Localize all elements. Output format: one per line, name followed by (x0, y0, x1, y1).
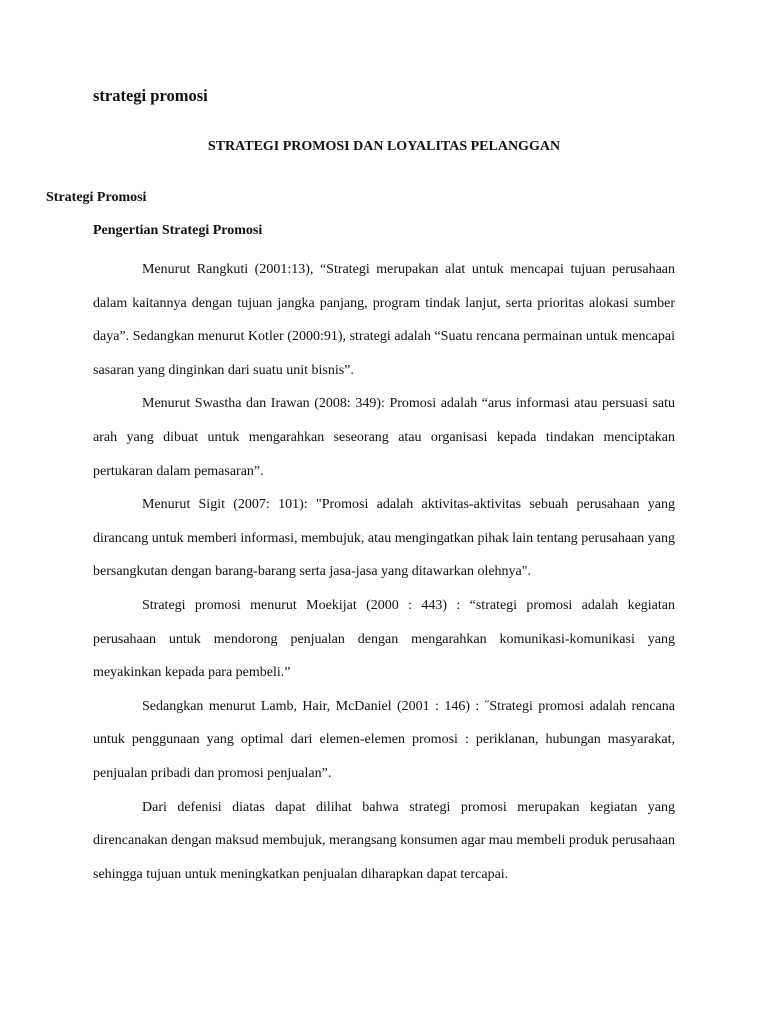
paragraph-conclusion: Dari defenisi diatas dapat dilihat bahwa strategi promosi merupakan kegiatan yang direncanakan dengan maksud membujuk, merangsang konsumen agar mau membeli produk perusahaan sehingga tujuan untuk meningkatkan penjualan diharapkan dapat tercapai. (93, 799, 675, 882)
paragraph-rangkuti-kotler: Menurut Rangkuti (2001:13), “Strategi merupakan alat untuk mencapai tujuan perusahaan dalam kaitannya dengan tujuan jangka panjang, program tindak lanjut, serta prioritas alokasi sumber daya”. Sedangkan menurut Kotler (2000:91), strategi adalah “Suatu rencana permainan untuk mencapai sasaran yang dinginkan dari suatu unit bisnis”. (93, 262, 675, 378)
sub-heading: Pengertian Strategi Promosi (93, 223, 263, 238)
paragraph-moekijat: Strategi promosi menurut Moekijat (2000 : 443) : “strategi promosi adalah kegiatan perusahaan untuk mendorong penjualan dengan mengarahkan komunikasi-komunikasi yang meyakinkan kepada para pembeli.” (93, 597, 675, 681)
paragraph-lamb-hair-mcdaniel: Sedangkan menurut Lamb, Hair, McDaniel (2001 : 146) : ˝Strategi promosi adalah rencana untuk penggunaan yang optimal dari elemen-elemen promosi : periklanan, hubungan masyarakat, penjualan pribadi dan promosi penjualan”. (93, 698, 675, 781)
paragraph-swastha-irawan: Menurut Swastha dan Irawan (2008: 349): Promosi adalah “arus informasi atau persuasi satu arah yang dibuat untuk mengarahkan seseorang atau organisasi kepada tindakan menciptakan pertukaran dalam pemasaran”. (93, 396, 675, 479)
section-heading: Strategi Promosi (46, 190, 147, 205)
main-heading: STRATEGI PROMOSI DAN LOYALITAS PELANGGAN (207, 139, 561, 154)
paragraph-sigit: Menurut Sigit (2007: 101): "Promosi adalah aktivitas-aktivitas sebuah perusahaan yang dirancang untuk memberi informasi, membujuk, atau mengingatkan pihak lain tentang perusahaan yang bersangkutan dengan barang-barang serta jasa-jasa yang ditawarkan olehnya". (93, 497, 675, 580)
body-text (93, 253, 675, 891)
document-title: strategi promosi (93, 86, 208, 105)
